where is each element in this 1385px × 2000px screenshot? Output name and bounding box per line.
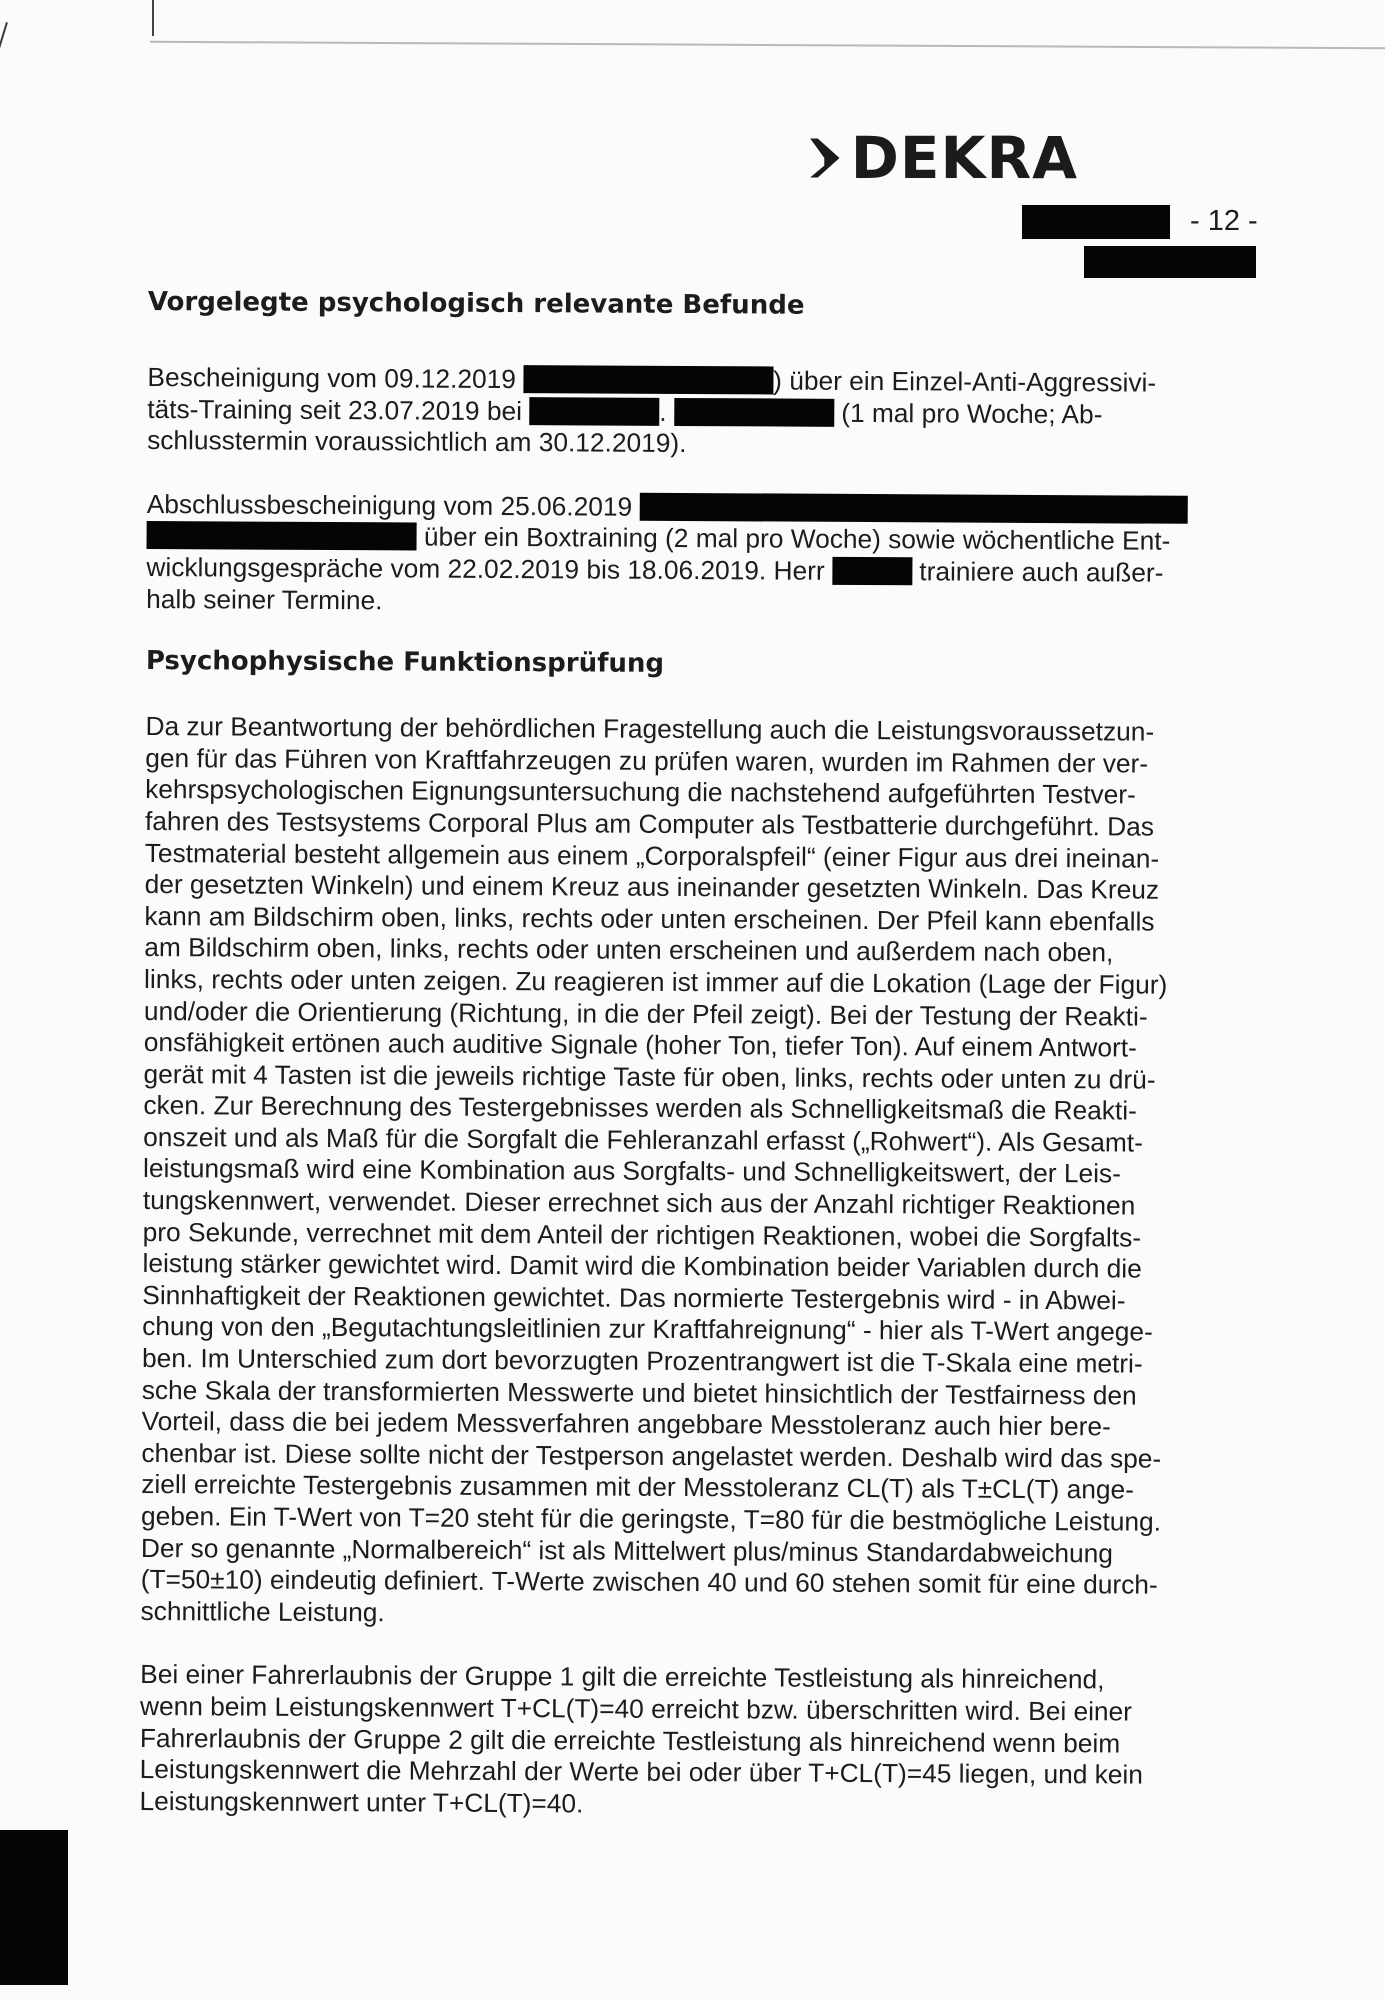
- text-line: Leistungskennwert die Mehrzahl der Werte bei oder über T+CL(T)=45 liegen, und kein: [139, 1754, 1144, 1790]
- text-line: ben. Im Unterschied zum dort bevorzugten Prozentrangwert ist die T-Skala eine metri-: [141, 1343, 1143, 1379]
- text: täts-Training seit 23.07.2019 bei: [147, 393, 523, 426]
- paragraph-abschlussbescheinigung: [146, 489, 1227, 621]
- text-line: geben. Ein T-Wert von T=20 steht für die geringste, T=80 für die bestmögliche Leistung.: [141, 1500, 1162, 1537]
- text-line: (T=50±10) eindeutig definiert. T-Werte zwischen 40 und 60 stehen somit für eine durch-: [140, 1564, 1158, 1600]
- text: (1 mal pro Woche; Ab-: [841, 397, 1103, 429]
- text: wicklungsgespräche vom 22.02.2019 bis 18.06.2019. Herr: [146, 551, 825, 586]
- text: halb seiner Termine.: [146, 583, 383, 615]
- text-line: kehrspsychologischen Eignungsuntersuchung die nachstehend aufgeführten Testver-: [145, 774, 1136, 810]
- redaction: [529, 397, 659, 426]
- text: .: [659, 396, 667, 427]
- text-line: tungskennwert, verwendet. Dieser errechnet sich aus der Anzahl richtiger Reaktionen: [142, 1185, 1136, 1221]
- text-line: kann am Bildschirm oben, links, rechts oder unten erscheinen. Der Pfeil kann ebenfalls: [144, 900, 1155, 937]
- scan-edge-mark: [152, 0, 154, 36]
- page-number: - 12 -: [1190, 205, 1258, 237]
- paragraph-funktionspruefung: [140, 711, 1225, 1633]
- text-line: Vorteil, dass die bei jedem Messverfahren angebbare Messtoleranz auch hier bere-: [141, 1406, 1111, 1442]
- redaction: [523, 365, 773, 394]
- text-line: fahren des Testsystems Corporal Plus am Computer als Testbatterie durchgeführt. Das: [144, 805, 1155, 842]
- dekra-logo: [808, 118, 1078, 198]
- text-line: Fahrerlaubnis der Gruppe 2 gilt die erreichte Testleistung als hinreichend wenn beim: [139, 1722, 1121, 1759]
- dekra-arrow-icon: [808, 118, 843, 198]
- text: Bescheinigung vom 09.12.2019: [147, 361, 516, 395]
- text-line: Da zur Beantwortung der behördlichen Fragestellung auch die Leistungsvoraussetzun-: [145, 711, 1155, 747]
- redaction-header-bottom: [1084, 246, 1256, 278]
- text-line: und/oder die Orientierung (Richtung, in die der Pfeil zeigt). Bei der Testung der Reakti-: [143, 995, 1148, 1032]
- text-line: Bei einer Fahrerlaubnis der Gruppe 1 gilt die erreichte Testleistung als hinreichend,: [140, 1659, 1105, 1695]
- paragraph-fahrerlaubnis-gruppen: [139, 1659, 1220, 1823]
- redaction: [147, 521, 417, 551]
- text-line: leistungsmaß wird eine Kombination aus Sorgfalts- und Schnelligkeitswert, der Leis-: [142, 1153, 1121, 1189]
- text-line: leistung stärker gewichtet wird. Damit wird die Kombination beider Variablen durch die: [142, 1248, 1142, 1284]
- paragraph-bescheinigung: [147, 362, 1228, 463]
- text-line: chung von den „Begutachtungsleitlinien zur Kraftfahreignung“ - hier als T-Wert angege-: [142, 1311, 1153, 1348]
- text: ) über ein Einzel-Anti-Aggressivi-: [773, 365, 1157, 398]
- redaction-corner: [0, 1830, 68, 1985]
- redaction: [674, 398, 834, 427]
- text-line: Der so genannte „Normalbereich“ ist als Mittelwert plus/minus Standardabweichung: [140, 1532, 1113, 1569]
- text: trainiere auch außer-: [919, 556, 1164, 588]
- text-line: Testmaterial besteht allgemein aus einem „Corporalspfeil“ (einer Figur aus drei ineinan-: [144, 837, 1160, 874]
- text-line: wenn beim Leistungskennwert T+CL(T)=40 erreicht bzw. überschritten wird. Bei einer: [139, 1690, 1133, 1727]
- text: schlusstermin voraussichtlich am 30.12.2019).: [147, 425, 687, 459]
- text-line: onsfähigkeit ertönen auch auditive Signale (hoher Ton, tiefer Ton). Auf einem Antwort-: [143, 1027, 1137, 1063]
- text-line: gen für das Führen von Kraftfahrzeugen zu prüfen waren, wurden im Rahmen der ver-: [145, 742, 1149, 779]
- section-title-funktionspruefung: Psychophysische Funktionsprüfung: [145, 646, 665, 680]
- text-line: sche Skala der transformierten Messwerte und bietet hinsichtlich der Testfairness den: [141, 1374, 1137, 1411]
- text: Abschlussbescheinigung vom 25.06.2019: [146, 488, 633, 522]
- text-line: gerät mit 4 Tasten ist die jeweils richtige Taste für oben, links, rechts oder unten zu drü-: [143, 1058, 1156, 1095]
- logo-text: DEKRA: [850, 124, 1078, 192]
- scan-page-edge-left: [0, 22, 8, 386]
- redaction: [832, 557, 912, 585]
- text-line: schnittliche Leistung.: [140, 1595, 385, 1628]
- text-line: Sinnhaftigkeit der Reaktionen gewichtet. Das normierte Testergebnis wird - in Abwei-: [142, 1279, 1126, 1316]
- text-line: ziell erreichte Testergebnis zusammen mit der Messtoleranz CL(T) als T±CL(T) ange-: [141, 1469, 1134, 1505]
- section-title-befunde: Vorgelegte psychologisch relevante Befunde: [147, 286, 805, 321]
- text-line: am Bildschirm oben, links, rechts oder unten erscheinen und außerdem nach oben,: [144, 932, 1114, 968]
- text: über ein Boxtraining (2 mal pro Woche) sowie wöchentliche Ent-: [423, 521, 1171, 557]
- scan-page-edge-top: [150, 41, 1385, 49]
- text-line: Leistungskennwert unter T+CL(T)=40.: [139, 1785, 584, 1819]
- redaction: [639, 493, 1187, 524]
- document-body: [139, 282, 1228, 1823]
- text-line: der gesetzten Winkeln) und einem Kreuz aus ineinander gesetzten Winkeln. Das Kreuz: [144, 869, 1160, 905]
- redaction-header-top: [1022, 205, 1170, 239]
- text-line: cken. Zur Berechnung des Testergebnisses werden als Schnelligkeitsmaß die Reakti-: [143, 1090, 1137, 1126]
- text-line: pro Sekunde, verrechnet mit dem Anteil der richtigen Reaktionen, wobei die Sorgfalts-: [142, 1216, 1142, 1253]
- text-line: links, rechts oder unten zeigen. Zu reagieren ist immer auf die Lokation (Lage der Figur): [144, 963, 1168, 1000]
- text-line: onszeit und als Maß für die Sorgfalt die Fehleranzahl erfasst („Rohwert“). Als Gesamt-: [143, 1121, 1143, 1158]
- text-line: chenbar ist. Diese sollte nicht der Testperson angelastet werden. Deshalb wird das spe-: [141, 1437, 1162, 1474]
